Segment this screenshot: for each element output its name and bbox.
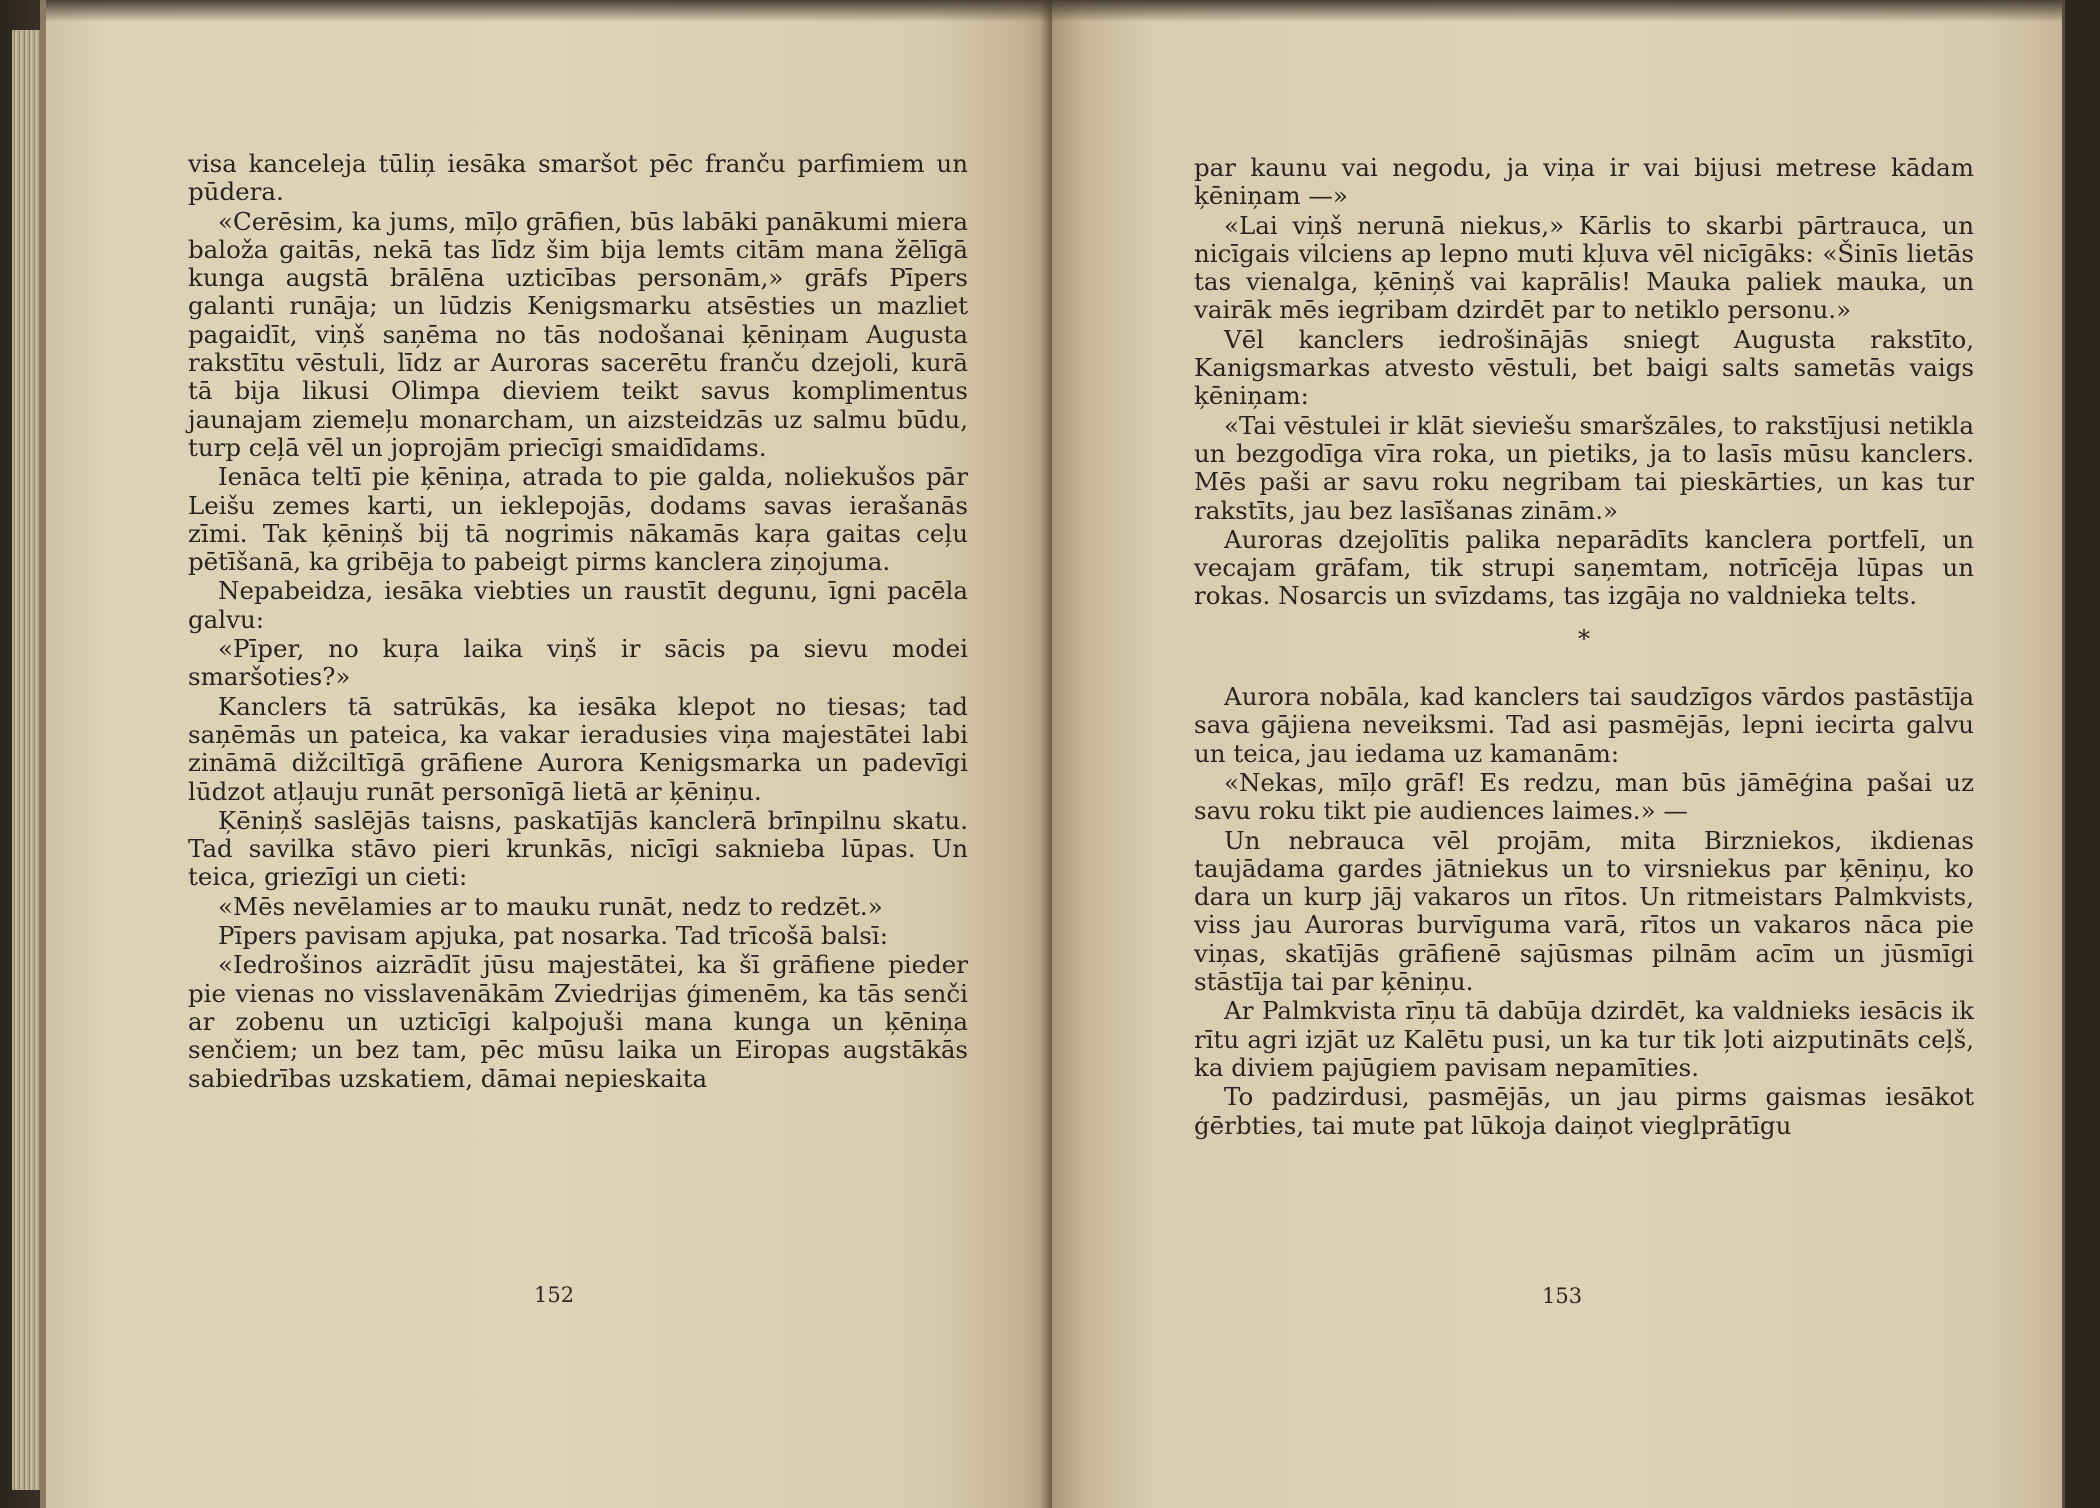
paragraph: Ar Palmkvista rīņu tā dabūja dzirdēt, ka valdnieks iesācis ik rītu agri izjāt uz Kalētu pusi, un ka tur tik ļoti aizputināts ceļš, ka diviem pajūgiem pavisam nepamīties.	[1194, 996, 1974, 1082]
paragraph: «Cerēsim, ka jums, mīļo grāfien, būs labāki panākumi miera baloža gaitās, nekā tas līdz šim bija lemts citām mana žēlīgā kunga augstā brālēna uzticības personām,» grāfs Pīpers galanti runāja; un lūdzis Kenigsmarku atsēsties un mazliet pagaidīt, viņš saņēma no tās nodošanai ķēniņam Augusta rakstītu vēstuli, līdz ar Auroras sacerētu franču dzejoli, kurā tā bija likusi Olimpa dieviem teikt savus komplimentus jaunajam ziemeļu monarcham, un aizsteidzās uz salmu būdu, turp ceļā vēl un joprojām priecīgi smaidīdams.	[188, 206, 968, 462]
paragraph: Ķēniņš saslējās taisns, paskatījās kanclerā brīnpilnu skatu. Tad savilka stāvo pieri krunkās, nicīgi saknieba lūpas. Un teica, griezīgi un cieti:	[188, 805, 968, 892]
paragraph: Kanclers tā satrūkās, ka iesāka klepot no tiesas; tad saņēmās un pateica, ka vakar ieradusies viņa majestātei labi zināmā dižciltīgā grāfiene Aurora Kenigsmarka un padevīgi lūdzot atļauju runāt personīgā lietā ar ķēniņu.	[188, 691, 968, 806]
page-number: 152	[534, 1283, 575, 1307]
right-page-text	[1194, 154, 1974, 1140]
paragraph: «Iedrošinos aizrādīt jūsu majestātei, ka šī grāfiene pieder pie vienas no visslavenākām Zviedrijas ģimenēm, ka tās senči ar zobenu un uzticīgi kalpojuši mana kunga un ķēniņa senčiem; un bez tam, pēc mūsu laika un Eiropas augstākās sabiedrības uzskatiem, dāmai nepieskaita	[188, 950, 968, 1093]
left-page	[40, 0, 1052, 1508]
paragraph: Pīpers pavisam apjuka, pat nosarka. Tad trīcošā balsī:	[218, 921, 888, 951]
paragraph: visa kanceleja tūliņ iesāka smaršot pēc franču parfimiem un pūdera.	[188, 149, 968, 207]
paragraph: «Tai vēstulei ir klāt sieviešu smaršzāles, to rakstījusi netikla un bezgodīga vīra roka, un pietiks, ja to lasīs mūsu kanclers. Mēs paši ar savu roku negribam tai pieskārties, un kas tur rakstīts, jau bez lasīšanas zinām.»	[1194, 410, 1974, 525]
paragraph: Aurora nobāla, kad kanclers tai saudzīgos vārdos pastāstīja sava gājiena neveiksmi. Tad asi pasmējās, lepni iecirta galvu un teica, jau iedama uz kamanām:	[1194, 682, 1974, 768]
page-number: 153	[1542, 1284, 1583, 1308]
paragraph: To padzirdusi, pasmējās, un jau pirms gaismas iesākot ģērbties, tai mute pat lūkoja daiņot vieglprātīgu	[1194, 1082, 1974, 1140]
paragraph: «Mēs nevēlamies ar to mauku runāt, nedz to redzēt.»	[218, 891, 883, 921]
page-edge-wear	[46, 0, 1052, 22]
left-page-text	[188, 150, 968, 1093]
paragraph: «Nekas, mīļo grāf! Es redzu, man būs jāmēģina pašai uz savu roku tikt pie audiences laimes.» —	[1194, 767, 1974, 826]
section-break: *	[1577, 623, 1591, 653]
right-page	[1052, 0, 2062, 1508]
book-cover-edge	[2062, 0, 2100, 1508]
paragraph: Vēl kanclers iedrošinājās sniegt Augusta rakstīto, Kanigsmarkas atvesto vēstuli, bet baigi salts sametās vaigs ķēniņam:	[1194, 324, 1974, 411]
paragraph: Ienāca teltī pie ķēniņa, atrada to pie galda, noliekušos pār Leišu zemes karti, un ieklepojās, dodams savas ierašanās zīmi. Tak ķēniņš bij tā nogrimis nākamās kaŗa gaitas ceļu pētīšanā, ka gribēja to pabeigt pirms kanclera ziņojuma.	[188, 462, 968, 577]
paragraph: Un nebrauca vēl projām, mita Birzniekos, ikdienas taujādama gardes jātniekus un to virsniekus par ķēniņu, ko dara un kurp jāj vakaros un rītos. Un ritmeistars Palmkvists, viss jau Auroras burvīguma varā, rītos un vakaros nāca pie viņas, skatījās grāfienē sajūsmas pilnām acīm un jūsmīgi stāstīja tai par ķēniņu.	[1194, 825, 1974, 997]
paragraph: Nepabeidza, iesāka viebties un raustīt degunu, īgni pacēla galvu:	[188, 576, 968, 634]
paragraph: Auroras dzejolītis palika neparādīts kanclera portfelī, un vecajam grāfam, tik strupi saņemtam, notrīcēja lūpas un rokas. Nosarcis un svīzdams, tas izgāja no valdnieka telts.	[1194, 524, 1974, 611]
paragraph: «Pīper, no kuŗa laika viņš ir sācis pa sievu modei smaršoties?»	[188, 634, 968, 692]
paragraph: par kaunu vai negodu, ja viņa ir vai bijusi metrese kādam ķēniņam —»	[1194, 153, 1974, 211]
paragraph: «Lai viņš nerunā niekus,» Kārlis to skarbi pārtrauca, un nicīgais vilciens ap lepno muti kļuva vēl nicīgāks: «Šinīs lietās tas vienalga, ķēniņš vai kaprālis! Mauka paliek mauka, un vairāk mēs iegribam dzirdēt par to netiklo personu.»	[1194, 210, 1974, 325]
page-edge-wear	[1052, 0, 2062, 22]
